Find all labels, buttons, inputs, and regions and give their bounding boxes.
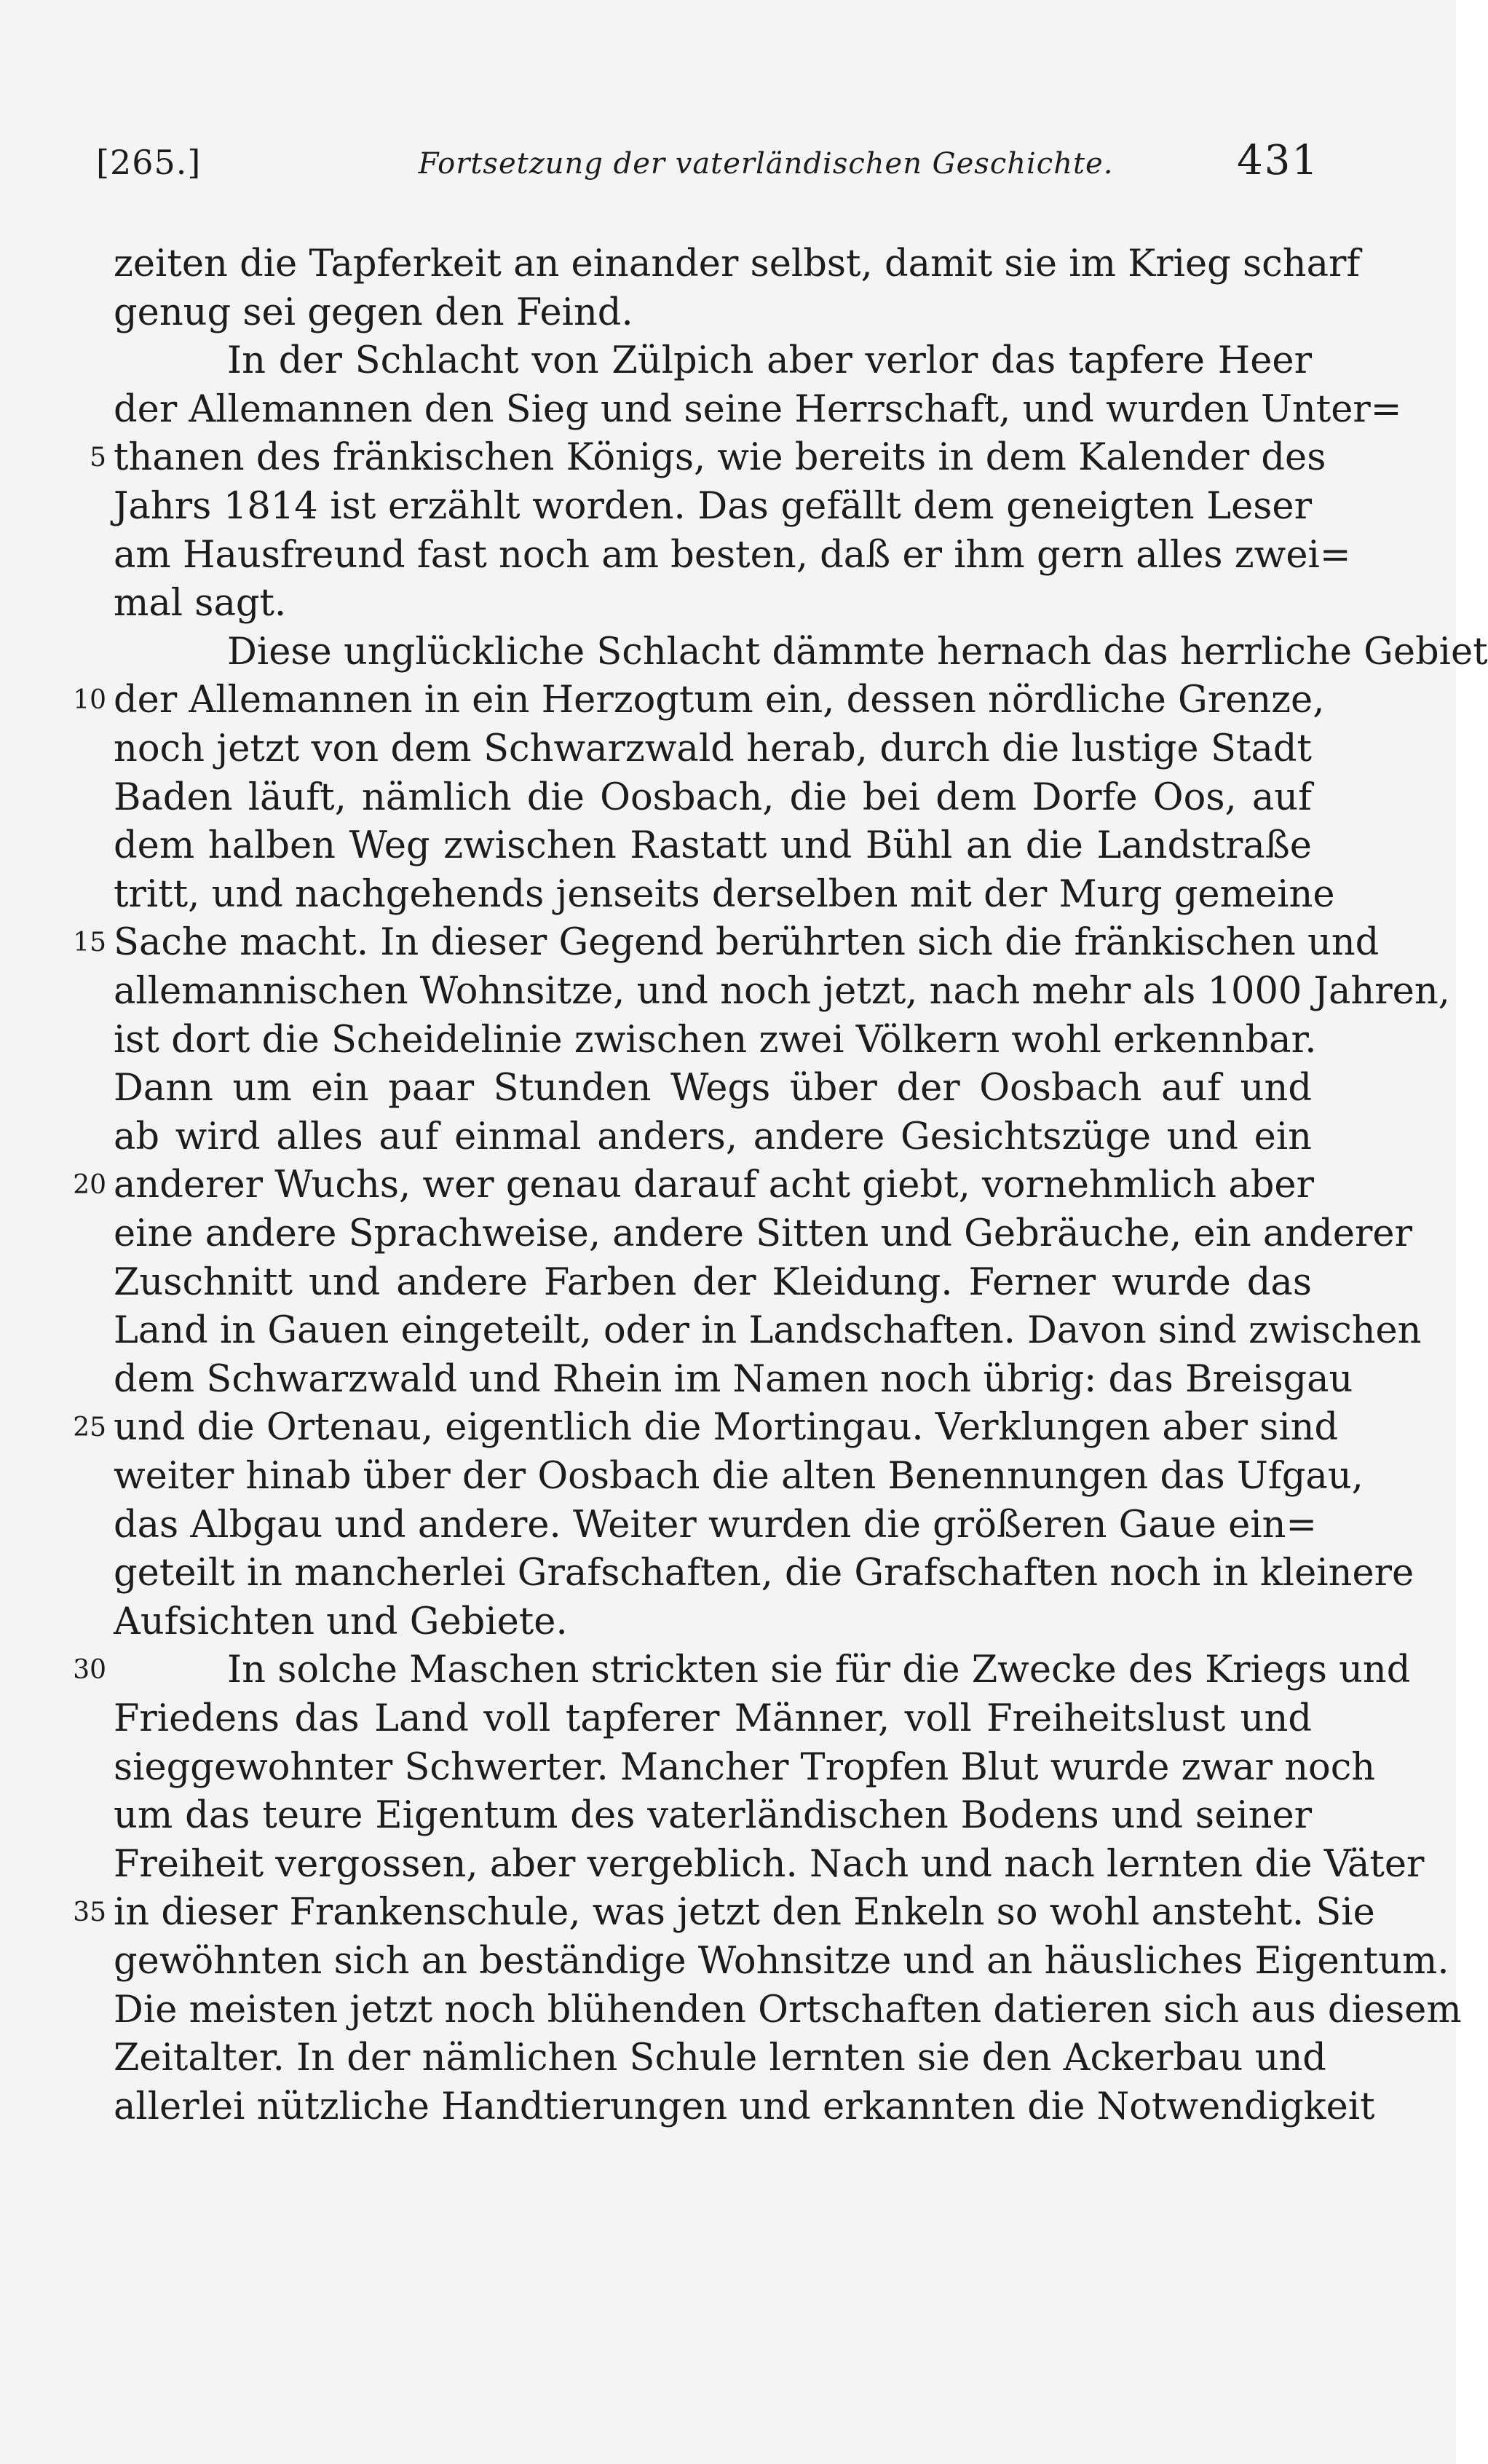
- text-line: der Allemannen den Sieg und seine Herrschaft, und wurden Unter=: [114, 388, 1402, 431]
- text-line: Diese unglückliche Schlacht dämmte hernach das herrliche Gebiet: [227, 631, 1488, 674]
- text-line: ab wird alles auf einmal anders, andere Gesichtszüge und ein: [114, 1115, 1312, 1158]
- text-line: eine andere Sprachweise, andere Sitten und Gebräuche, ein anderer: [114, 1212, 1412, 1255]
- text-line: tritt, und nachgehends jenseits derselben mit der Murg gemeine: [114, 873, 1335, 916]
- text-line: In solche Maschen strickten sie für die Zwecke des Kriegs und: [227, 1648, 1411, 1691]
- text-line: dem halben Weg zwischen Rastatt und Bühl an die Landstraße: [114, 824, 1312, 867]
- text-line: Aufsichten und Gebiete.: [114, 1600, 568, 1643]
- text-line: und die Ortenau, eigentlich die Mortingau. Verklungen aber sind: [114, 1406, 1339, 1449]
- text-line: allemannischen Wohnsitze, und noch jetzt, nach mehr als 1000 Jahren,: [114, 970, 1450, 1013]
- text-line: ist dort die Scheidelinie zwischen zwei Völkern wohl erkennbar.: [114, 1019, 1317, 1062]
- text-line: Die meisten jetzt noch blühenden Ortschaften datieren sich aus diesem: [114, 1989, 1462, 2031]
- page-number: 431: [1237, 137, 1319, 184]
- text-line: sieggewohnter Schwerter. Mancher Tropfen Blut wurde zwar noch: [114, 1746, 1376, 1789]
- line-number: 30: [73, 1655, 106, 1685]
- text-line: In der Schlacht von Zülpich aber verlor das tapfere Heer: [227, 339, 1312, 382]
- text-line: Friedens das Land voll tapferer Männer, voll Freiheitslust und: [114, 1697, 1312, 1740]
- text-line: gewöhnten sich an beständige Wohnsitze und an häusliches Eigentum.: [114, 1940, 1449, 1983]
- text-line: Dann um ein paar Stunden Wegs über der Oosbach auf und: [114, 1067, 1312, 1110]
- text-line: geteilt in mancherlei Grafschaften, die Grafschaften noch in kleinere: [114, 1552, 1414, 1595]
- text-line: allerlei nützliche Handtierungen und erkannten die Notwendigkeit: [114, 2085, 1375, 2128]
- text-line: Jahrs 1814 ist erzählt worden. Das gefällt dem geneigten Leser: [114, 485, 1312, 528]
- page-reference: [265.]: [96, 143, 202, 182]
- line-number: 35: [73, 1898, 106, 1927]
- text-line: dem Schwarzwald und Rhein im Namen noch übrig: das Breisgau: [114, 1358, 1353, 1401]
- text-line: thanen des fränkischen Königs, wie bereits in dem Kalender des: [114, 436, 1326, 479]
- text-line: anderer Wuchs, wer genau darauf acht giebt, vornehmlich aber: [114, 1164, 1314, 1207]
- text-line: das Albgau und andere. Weiter wurden die größeren Gaue ein=: [114, 1504, 1318, 1547]
- text-line: weiter hinab über der Oosbach die alten Benennungen das Ufgau,: [114, 1455, 1364, 1498]
- text-line: der Allemannen in ein Herzogtum ein, dessen nördliche Grenze,: [114, 679, 1325, 722]
- line-number: 10: [73, 685, 106, 715]
- text-line: in dieser Frankenschule, was jetzt den Enkeln so wohl ansteht. Sie: [114, 1891, 1375, 1934]
- running-header: [96, 137, 1319, 201]
- running-title: Fortsetzung der vaterländischen Geschichte.: [418, 147, 1114, 181]
- text-line: um das teure Eigentum des vaterländischen Bodens und seiner: [114, 1794, 1312, 1837]
- line-number: 15: [73, 928, 106, 957]
- line-number: 25: [73, 1413, 106, 1442]
- text-line: zeiten die Tapferkeit an einander selbst, damit sie im Krieg scharf: [114, 242, 1361, 285]
- text-line: Land in Gauen eingeteilt, oder in Landschaften. Davon sind zwischen: [114, 1309, 1422, 1352]
- line-number: 5: [90, 443, 106, 473]
- text-line: Zeitalter. In der nämlichen Schule lernten sie den Ackerbau und: [114, 2037, 1326, 2080]
- text-line: genug sei gegen den Feind.: [114, 291, 633, 334]
- text-line: noch jetzt von dem Schwarzwald herab, durch die lustige Stadt: [114, 727, 1312, 770]
- text-line: Zuschnitt und andere Farben der Kleidung. Ferner wurde das: [114, 1261, 1312, 1304]
- text-line: Baden läuft, nämlich die Oosbach, die bei dem Dorfe Oos, auf: [114, 776, 1312, 819]
- line-number: 20: [73, 1170, 106, 1200]
- text-line: Freiheit vergossen, aber vergeblich. Nach und nach lernten die Väter: [114, 1843, 1425, 1886]
- text-line: mal sagt.: [114, 582, 287, 625]
- text-line: am Hausfreund fast noch am besten, daß er ihm gern alles zwei=: [114, 534, 1351, 577]
- text-line: Sache macht. In dieser Gegend berührten sich die fränkischen und: [114, 921, 1380, 964]
